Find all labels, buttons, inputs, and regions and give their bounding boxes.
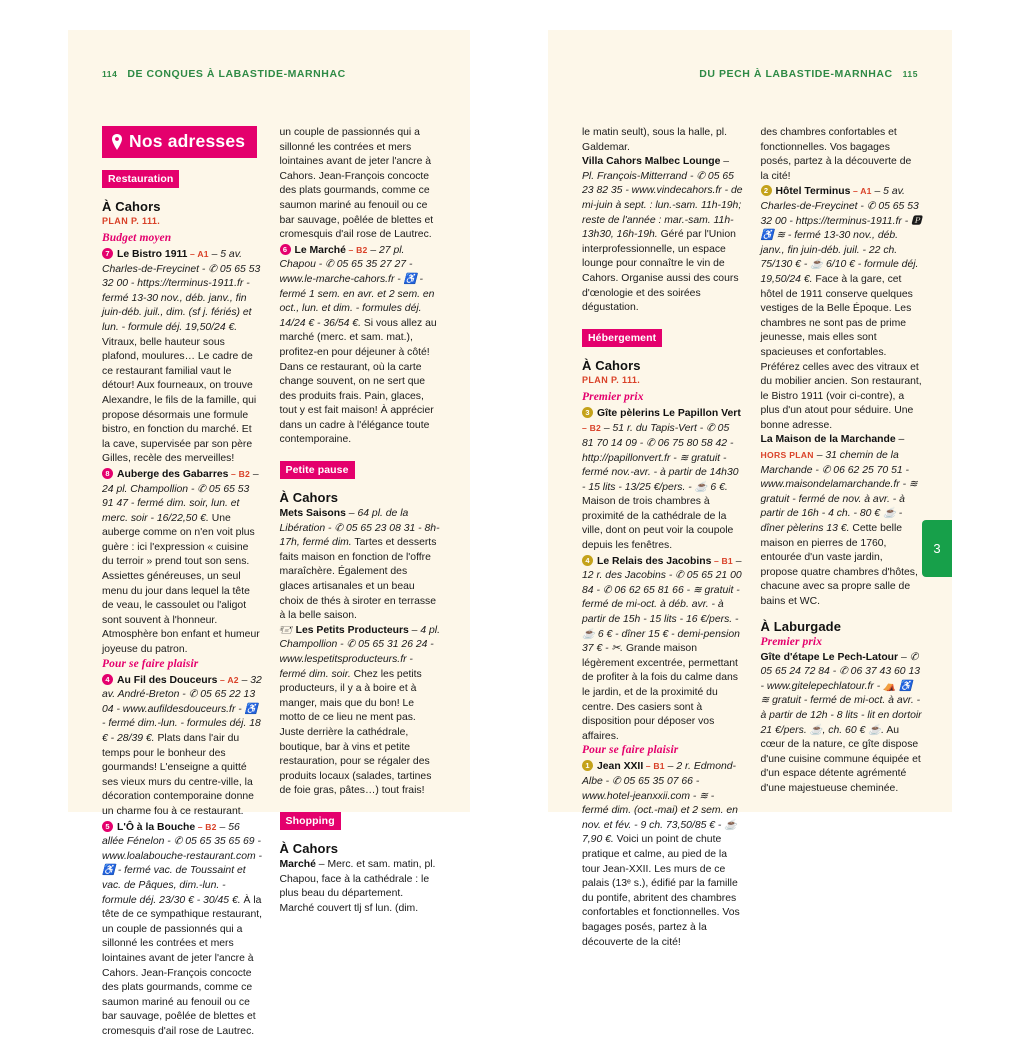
listing-number: 7 xyxy=(102,248,113,259)
right-column-2 xyxy=(760,126,923,794)
city-heading-cahors-pause: À Cahors xyxy=(279,490,339,506)
leaf-icon: 🖅 xyxy=(279,624,293,636)
plan-reference: PLAN P. 111. xyxy=(582,374,641,385)
map-ref: – A2 xyxy=(217,674,239,685)
listing-info: – 5 av. Charles-de-Freycinet - ✆ 05 65 53 32 00 - https://terminus-1911.fr - 🅿 ♿ ≋ - fermé 13-30 nov., déb. janv., fin juin-déb. juil. - 22 ch. 75/130 € - ☕ 6/10 € - formule déj. 19,50/24 €. xyxy=(760,186,922,285)
right-columns xyxy=(582,126,922,948)
listing-marche-shopping xyxy=(280,858,441,916)
hors-plan-ref: HORS PLAN xyxy=(760,450,814,461)
listing-name: Hôtel Terminus xyxy=(775,186,851,198)
listing-le-bistro-1911 xyxy=(102,247,263,467)
continuation-text: le matin seult), sous la halle, pl. Galdemar. xyxy=(582,127,727,153)
listing-text: Maison de trois chambres à proximité de la cathédrale de la ville, dont on peut voir la coupole depuis les fenêtres. xyxy=(582,496,734,552)
listing-info: – 64 pl. de la Libération - ✆ 05 65 23 08 31 - 8h-17h, fermé dim. xyxy=(279,508,440,549)
left-column-1 xyxy=(102,126,263,1037)
tier-pour-se-faire-plaisir: Pour se faire plaisir xyxy=(582,744,679,757)
plan-reference: PLAN P. 111. xyxy=(102,216,161,226)
listing-text: Plats dans l'air du temps pour le bonheur des gourmands! L'enseigne a quitté ses vieux murs du centre-ville, la décoration contemporaine donne un charme fou à ce restaurant. xyxy=(102,733,254,817)
listing-name: Les Petits Producteurs xyxy=(295,624,409,636)
listing-text: Chez les petits producteurs, il y a à boire et à manger, mais que du bon! Le motto de ce lieu ne ment pas. Juste derrière la cathédrale, boutique, bar à vins et petite restauration, pour se régaler des produits locaux (salades, tartines de foie gras, pâtes…) tout frais! xyxy=(279,668,432,797)
listing-number: 4 xyxy=(582,555,593,566)
listing-text: Si vous allez au marché (merc. et sam. mat.), profitez-en pour déjeuner à côté! Dans ce restaurant, où la carte change souvent, on ne sert que des produits frais. Pain, glaces, tout y est fait maison! À apprécier dans un cadre à l'élégance toute contemporaine. xyxy=(279,317,437,446)
continuation-text: un couple de passionnés qui a sillonné les contrées et mers lointaines avant de jeter l'ancre à Cahors. Jean-François concocte des plats gourmands, comme ce saumon mariné au fenouil ou ce bar sauvage, poêlée de blettes et cromesquis d'ail rose de Lautrec. xyxy=(279,127,434,241)
listing-info: – 31 chemin de la Marchande - ✆ 06 62 25 70 51 - www.maisondelamarchande.fr - ≋ gratuit - fermé de nov. à avr. - à partir de 16h - 4 ch. - 80 € ☕ - dîner pèlerins 13 €. xyxy=(760,450,918,535)
listing-text: À la tête de ce sympathique restaurant, un couple de passionnés qui a sillonné les contrées et mers lointaines avant de jeter l'ancre à Cahors. Jean-François concocte des plats gourmands, comme ce saumon mariné au fenouil ou ce bar sauvage, poêlée de blettes et cromesquis d'ail rose de Lautrec. xyxy=(102,894,262,1037)
left-page xyxy=(68,30,470,1037)
listing-name: Au Fil des Douceurs xyxy=(117,674,218,686)
map-ref: – B2 xyxy=(345,244,368,255)
listing-text: Face à la gare, cet hôtel de 1911 conserve quelques vestiges de la Belle Époque. Les chambres ne sont pas de prime jeunesse, mais elles sont spacieuses et confortables. Préférez celles avec des vitraux et du mobilier ancien. Son restaurant, le Bistro 1911 (voir ci-contre), a plus d'un atout pour séduire. Une bonne adresse. xyxy=(760,273,922,431)
listing-name: Gîte pèlerins Le Papillon Vert xyxy=(597,407,741,419)
listing-number: 5 xyxy=(102,821,113,832)
listing-text: Au cœur de la nature, ce gîte dispose d'une cuisine commune équipée et d'un espace détente agrémenté d'une majestueuse cheminée. xyxy=(760,724,921,794)
right-running-head xyxy=(699,68,918,80)
tier-premier-prix-laburgade: Premier prix xyxy=(760,635,823,648)
right-page xyxy=(548,30,952,948)
listing-name: Mets Saisons xyxy=(279,508,346,520)
listing-les-petits-producteurs xyxy=(280,624,441,799)
listing-info: – 4 pl. Champollion - ✆ 05 65 31 26 24 - www.lespetitsproducteurs.fr - fermé dim. soir. xyxy=(279,624,440,680)
listing-jean-xxii xyxy=(582,759,744,950)
listing-name: La Maison de la Marchande xyxy=(760,434,896,446)
map-ref: – B2 xyxy=(195,821,217,832)
listing-text: Tartes et desserts faits maison en fonction de l'offre maraîchère. Également des glaces artisanales et un beau choix de thés à siroter en terrasse à la belle saison. xyxy=(279,537,437,622)
listing-number: 2 xyxy=(761,185,772,196)
listing-lo-a-la-bouche xyxy=(102,820,263,1039)
listing-text: Une auberge comme on n'en voit plus guère : ici l'expression « cuisine du terroir » prend tout son sens. Assiettes généreuses, un seul menu du jour dans lequel la tête de veau, le cassoulet ou l'aligot sont souvent à l'honneur. Atmosphère bon enfant et humeur joyeuse du patron. xyxy=(102,512,260,656)
listing-info: – 32 av. André-Breton - ✆ 05 65 22 13 04 - www.aufildesdouceurs.fr - ♿ - fermé dim.-lun. - formules déj. 18 € - 28/39 €. xyxy=(102,674,262,744)
listing-text: – Merc. et sam. matin, pl. Chapou, face à la cathédrale : le plus beau du département. Marché couvert tlj sf lun. (dim. xyxy=(279,858,436,914)
listing-info: – 27 pl. Chapou - ✆ 05 65 35 27 27 - www.le-marche-cahors.fr - ♿ - fermé 1 sem. en avr. et 2 sem. en oct., lun. et dim. - formules déj. 14/24 € - 36/54 €. xyxy=(279,244,435,329)
listing-number: 8 xyxy=(102,468,113,479)
map-ref: – B2 xyxy=(582,423,601,434)
listing-name: L'Ô à la Bouche xyxy=(117,821,196,833)
listing-number: 6 xyxy=(280,244,291,255)
listing-info: – 12 r. des Jacobins - ✆ 05 65 21 00 84 - ✆ 06 62 65 81 66 - ≋ gratuit - fermé de mi-oct. à déb. avr. - à partir de 15h - 15 lits - 16 €/pers. - ☕ 6 € - dîner 15 € - demi-pension 37 € - ✂. xyxy=(582,555,742,655)
listing-info: – 24 pl. Champollion - ✆ 05 65 53 91 47 - fermé dim. soir, lun. et merc. soir - 16/22,50 €. xyxy=(102,468,259,524)
chapter-tab-label: 3 xyxy=(933,541,941,556)
continuation-text: des chambres confortables et fonctionnelles. Vos bagages posés, partez à la découverte de la cité! xyxy=(760,127,912,182)
listing-name: Le Bistro 1911 xyxy=(117,249,188,260)
listing-info: – 51 r. du Tapis-Vert - ✆ 05 81 70 14 09 - ✆ 06 75 80 58 42 - http://papillonvert.fr - ≋ gratuit - fermé nov.-avr. - à partir de 14h30 - 15 lits - 13/25 €/pers. - ☕ 6 €. xyxy=(582,423,739,493)
location-pin-icon xyxy=(111,134,123,150)
category-shopping: Shopping xyxy=(280,812,341,830)
listing-name: Auberge des Gabarres xyxy=(117,468,229,480)
listing-text: Grande maison légèrement excentrée, permettant de profiter à la fois du calme dans le jardin, et de la proximité du centre. Des casiers sont à disposition pour déposer vos affaires. xyxy=(582,643,738,742)
map-ref: – B2 xyxy=(228,468,251,479)
map-ref: – A1 xyxy=(850,186,872,197)
city-heading-cahors: À Cahors xyxy=(102,199,161,214)
tier-premier-prix: Premier prix xyxy=(582,390,644,403)
listing-la-maison-de-la-marchande: La Maison de la Marchande – HORS PLAN – 31 chemin de la Marchande - ✆ 06 62 25 70 51 - www.maisondelamarchande.fr - ≋ gratuit - fermé de nov. à avr. - à partir de 16h - 4 ch. - 80 € ☕ - dîner pèlerins 13 €. Cette belle maison en pierres de 1760, entourée d'un vaste jardin, propose quatre chambres d'hôtes, chacune avec sa propre salle de bains et WC. xyxy=(760,434,918,607)
city-heading-cahors-shopping: À Cahors xyxy=(279,840,339,856)
map-ref: – A1 xyxy=(187,249,209,259)
left-column-2 xyxy=(279,126,441,914)
listing-info: – Pl. François-Mitterrand - ✆ 05 65 23 82 35 - www.vindecahors.fr - de mi-juin à sept. : lun.-sam. 11h-19h; reste de l'année : mar.-sam. 11h-13h30, 16h-19h. xyxy=(582,156,743,241)
left-folio: 114 xyxy=(102,69,118,79)
listing-le-marche xyxy=(280,243,441,448)
map-ref: – B1 xyxy=(643,761,665,772)
left-running-head xyxy=(102,68,346,80)
listing-info: – ✆ 05 65 24 72 84 - ✆ 06 37 43 60 13 - www.gitelepechlatour.fr - ⛺ ♿ ≋ gratuit - fermé de mi-oct. à avr. - à partir de 12h - 8 lits - lit en dortoir 21 €/pers. ☕, ch. 60 € ☕. xyxy=(760,651,922,736)
right-folio: 115 xyxy=(902,69,918,79)
right-running-head-text: DU PECH À LABASTIDE-MARNHAC xyxy=(699,68,893,80)
left-running-head-text: DE CONQUES À LABASTIDE-MARNHAC xyxy=(127,68,346,80)
listing-au-fil-des-douceurs xyxy=(102,673,263,820)
listing-gite-detape-le-pech-latour xyxy=(761,651,923,797)
tier-budget-moyen: Budget moyen xyxy=(102,232,172,244)
category-restauration: Restauration xyxy=(102,170,179,188)
right-column-1 xyxy=(582,126,744,948)
listing-text: Cette belle maison en pierres de 1760, entourée d'un vaste jardin, propose quatre chambres d'hôtes, chacune avec sa propre salle de bains et WC. xyxy=(760,523,918,607)
listing-name: Le Relais des Jacobins xyxy=(597,555,712,567)
listing-villa-cahors-malbec-lounge xyxy=(582,155,744,316)
category-hebergement: Hébergement xyxy=(582,329,662,347)
continuation-lo-a-la-bouche xyxy=(280,126,441,243)
listing-name: Gîte d'étape Le Pech-Latour xyxy=(760,651,899,663)
nos-adresses-heading xyxy=(102,126,257,158)
listing-info: – 56 allée Fénelon - ✆ 05 65 35 65 69 - www.loalabouche-restaurant.com - ♿ - fermé vac. de Toussaint et vac. de Pâques, dim.-lun. - formule déj. 23/30 € - 30/45 €. xyxy=(102,821,262,906)
listing-info: – 5 av. Charles-de-Freycinet - ✆ 05 65 53 32 00 - https://terminus-1911.fr - fermé 13-30 nov., déb. janv., fin juin-déb. juil., dim. (sf j. fériés) et lun. - formule déj. 19,50/24 €. xyxy=(102,249,261,333)
listing-number: 4 xyxy=(102,674,113,685)
listing-mets-saisons xyxy=(280,507,441,624)
listing-gite-papillon-vert xyxy=(582,406,744,554)
listing-number: 1 xyxy=(582,760,593,771)
listing-number: 3 xyxy=(582,407,593,418)
left-columns xyxy=(102,126,440,1037)
listing-name: Jean XXII xyxy=(597,761,644,773)
tier-pour-se-faire-plaisir: Pour se faire plaisir xyxy=(102,657,199,670)
continuation-jean-xxii xyxy=(761,126,923,184)
listing-name: Villa Cahors Malbec Lounge xyxy=(582,156,721,168)
listing-text: Géré par l'Union interprofessionnelle, un espace lounge pour connaître le vin de Cahors. Organise aussi des cours d'œnologie et des soirées dégustation. xyxy=(582,229,739,314)
city-heading-cahors-hebergement: À Cahors xyxy=(582,357,641,373)
listing-text: Vitraux, belle hauteur sous plafond, moulures… Le cadre de ce restaurant familial vaut le détour! Aux fourneaux, on trouve Alexandre, le fils de la famille, qui propose désormais une formule bistro, en fonction du marché. Et la cave, supervisée par son père Gilles, recèle des merveilles! xyxy=(102,336,257,465)
listing-auberge-des-gabarres xyxy=(102,467,263,658)
nos-adresses-label: Nos adresses xyxy=(129,131,246,151)
city-heading-laburgade: À Laburgade xyxy=(760,618,842,634)
map-ref: – B1 xyxy=(711,555,733,566)
listing-text: Voici un point de chute pratique et calme, au pied de la tour Jean-XXII. Les murs de ce palais (13ᵉ s.), édifié par la famille du pontife, abritent des chambres confortables et fonctionnelles. Vos bagages posés, partez à la découverte de la cité! xyxy=(582,834,740,948)
listing-name: Le Marché xyxy=(294,244,346,256)
listing-name: Marché xyxy=(279,858,316,870)
listing-info: – 2 r. Edmond-Albe - ✆ 05 65 35 07 66 - www.hotel-jeanxxii.com - ≋ - fermé dim. (oct.-mai) et 2 sem. en nov. et fév. - 9 ch. 73,50/85 € - ☕ 7,90 €. xyxy=(582,761,738,846)
category-petite-pause: Petite pause xyxy=(280,461,355,479)
chapter-tab xyxy=(922,520,952,577)
continuation-marche-shopping xyxy=(582,126,744,155)
listing-le-relais-des-jacobins xyxy=(582,554,744,745)
listing-hotel-terminus xyxy=(761,184,923,433)
